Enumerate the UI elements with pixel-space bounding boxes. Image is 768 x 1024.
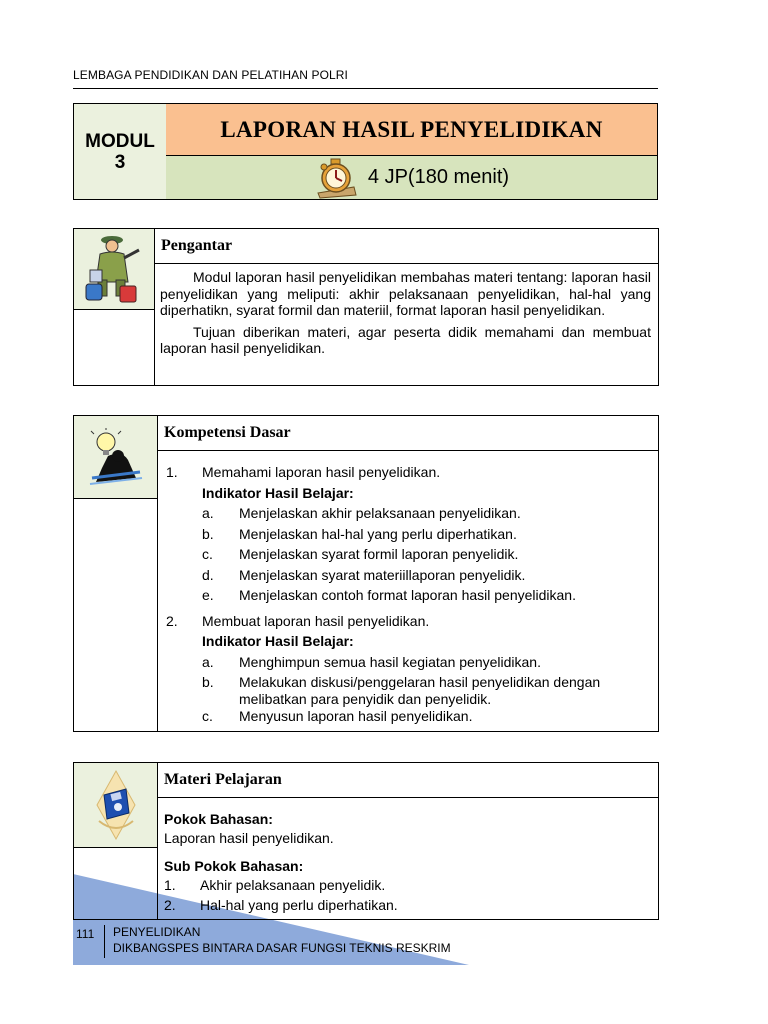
pengantar-paragraph-2: Tujuan diberikan materi, agar peserta didik memahami dan membuat laporan hasil penyelidikan. [160, 323, 651, 356]
pengantar-icon-cell [74, 229, 154, 310]
floppy-disk-icon [91, 769, 141, 841]
stopwatch-icon [314, 157, 358, 199]
module-title-block [73, 103, 658, 200]
sub-pokok-text: Hal-hal yang perlu diperhatikan. [200, 897, 398, 913]
indicator-letter: d. [202, 566, 214, 583]
indicator-row [166, 546, 650, 567]
indicator-letter: c. [202, 708, 213, 724]
indicator-label: Indikator Hasil Belajar: [202, 484, 354, 501]
indicator-row-continued [166, 691, 650, 708]
sub-pokok-bahasan-label: Sub Pokok Bahasan: [164, 858, 304, 874]
pengantar-paragraph-1: Modul laporan hasil penyelidikan membahas materi tentang: laporan hasil penyelidikan yang meliputi: akhir pelaksanaan penyelidikan, hal-hal yang diperhatikn, syarat formil dan materiil, format laporan hasil penyelidikan. [160, 269, 651, 318]
indicator-text-continued: melibatkan para penyidik dan penyelidik. [239, 691, 492, 707]
indicator-label-row [166, 633, 650, 654]
footer-program: DIKBANGSPES BINTARA DASAR FUNGSI TEKNIS RESKRIM [113, 941, 451, 955]
kompetensi-item-2 [166, 613, 650, 634]
indicator-row [166, 526, 650, 547]
indicator-row [166, 587, 650, 608]
footer-divider [104, 925, 105, 958]
indicator-row [166, 708, 650, 729]
indicator-row [166, 654, 650, 675]
sub-pokok-text: Akhir pelaksanaan penyelidik. [200, 877, 386, 893]
module-number-cell [74, 104, 167, 199]
module-label: MODUL [85, 130, 155, 152]
indicator-text: Menjelaskan syarat formil laporan penyelidik. [239, 546, 519, 562]
indicator-label: Indikator Hasil Belajar: [202, 633, 354, 649]
indicator-letter: b. [202, 525, 214, 542]
item-number: 2. [166, 612, 178, 629]
duration-cell [166, 156, 657, 199]
header-rule [73, 88, 658, 89]
materi-heading: Materi Pelajaran [157, 763, 658, 798]
indicator-letter: c. [202, 546, 213, 562]
module-number: 3 [114, 151, 126, 173]
item-text: Memahami laporan hasil penyelidikan. [202, 464, 441, 480]
pengantar-icon-column [74, 229, 155, 385]
materi-body [157, 798, 658, 916]
indicator-text: Menjelaskan akhir pelaksanaan penyelidikan. [239, 505, 521, 521]
kompetensi-body [157, 451, 658, 729]
item-number: 1. [166, 464, 178, 480]
indicator-label-row [166, 485, 650, 506]
traveler-clipart-icon [84, 232, 144, 306]
kompetensi-section [73, 415, 659, 732]
sub-pokok-item [164, 896, 650, 916]
lightbulb-thinker-icon [88, 428, 144, 486]
indicator-letter: a. [202, 505, 214, 521]
kompetensi-heading: Kompetensi Dasar [157, 416, 658, 451]
sub-pokok-number: 2. [164, 897, 176, 913]
pokok-bahasan-label: Pokok Bahasan: [164, 811, 273, 827]
indicator-letter: a. [202, 653, 214, 670]
indicator-row [166, 505, 650, 526]
sub-pokok-item [164, 876, 650, 896]
materi-icon-cell [74, 763, 157, 848]
sub-pokok-number: 1. [164, 877, 176, 893]
pengantar-body [154, 264, 658, 357]
pengantar-section [73, 228, 659, 386]
pokok-bahasan-text: Laporan hasil penyelidikan. [164, 830, 334, 846]
duration-text: 4 JP(180 menit) [367, 166, 510, 188]
footer-subject: PENYELIDIKAN [113, 925, 201, 939]
kompetensi-icon-cell [74, 416, 157, 499]
indicator-text: Menghimpun semua hasil kegiatan penyelidikan. [239, 653, 541, 670]
indicator-letter: b. [202, 674, 214, 690]
page-number: 111 [76, 927, 95, 941]
indicator-text: Menyusun laporan hasil penyelidikan. [239, 708, 473, 724]
indicator-text: Menjelaskan syarat materiillaporan penyelidik. [239, 566, 526, 583]
institution-header: LEMBAGA PENDIDIKAN DAN PELATIHAN POLRI [73, 68, 348, 82]
indicator-text: Melakukan diskusi/penggelaran hasil penyelidikan dengan [239, 674, 601, 690]
module-title: LAPORAN HASIL PENYELIDIKAN [166, 104, 657, 156]
kompetensi-icon-column [74, 416, 158, 731]
pengantar-heading: Pengantar [154, 229, 658, 264]
materi-section [73, 762, 659, 920]
indicator-letter: e. [202, 587, 214, 603]
indicator-text: Menjelaskan hal-hal yang perlu diperhatikan. [239, 525, 517, 542]
indicator-text: Menjelaskan contoh format laporan hasil penyelidikan. [239, 587, 576, 603]
item-text: Membuat laporan hasil penyelidikan. [202, 612, 430, 629]
indicator-row [166, 674, 650, 691]
materi-icon-column [74, 763, 158, 919]
kompetensi-item-1 [166, 464, 650, 485]
indicator-row [166, 567, 650, 588]
